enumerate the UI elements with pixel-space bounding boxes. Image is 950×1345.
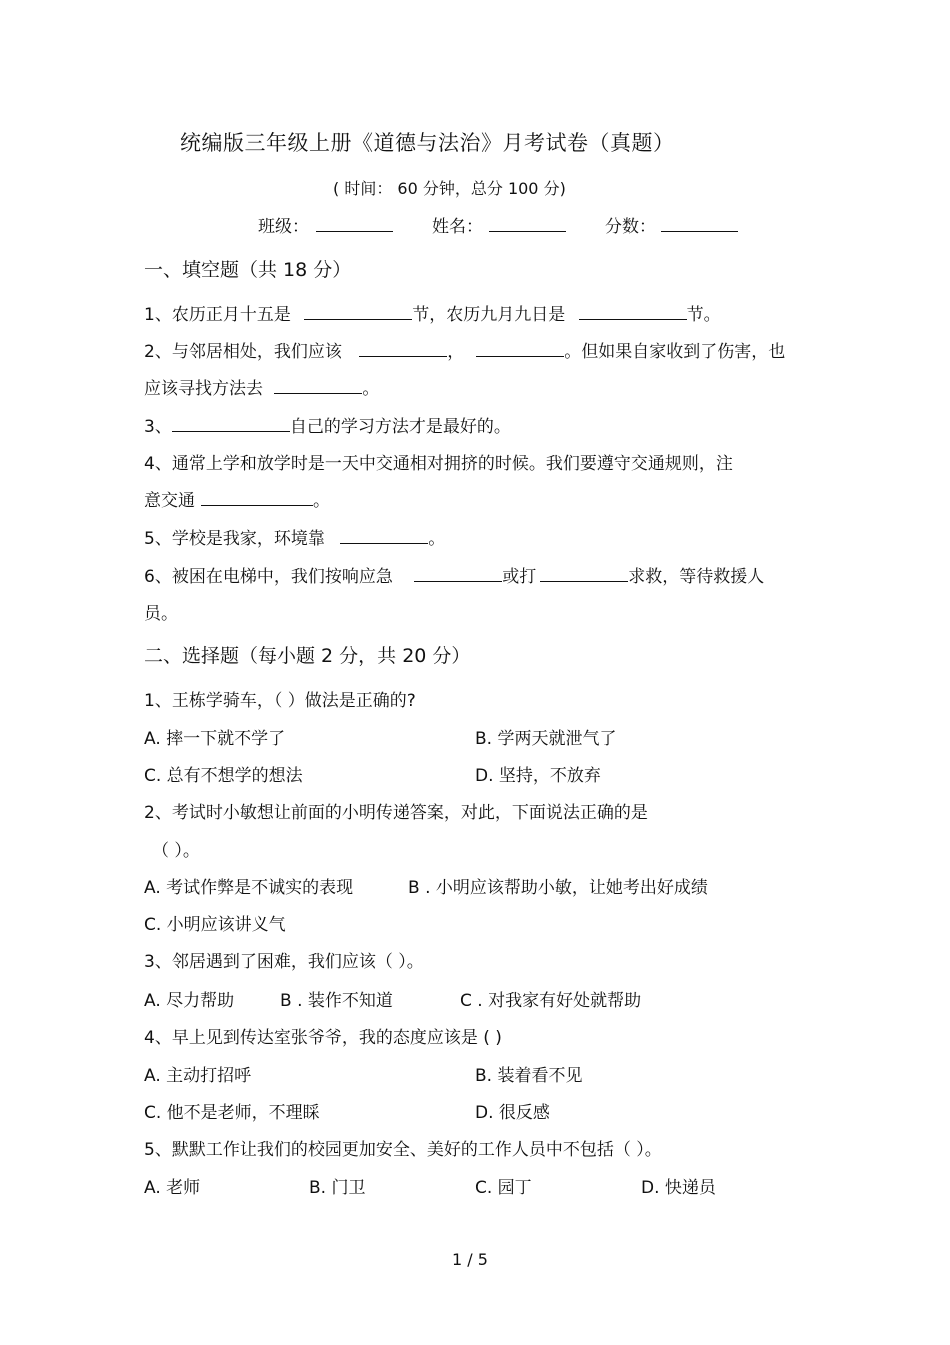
q1-option-c[interactable]: C. 总有不想学的想法	[144, 766, 303, 786]
fill-question-5	[144, 524, 445, 549]
choice-question-5: 5、默默工作让我们的校园更加安全、美好的工作人员中不包括（ ）。	[144, 1140, 662, 1160]
page-number: 1 / 5	[452, 1250, 488, 1269]
class-field[interactable]	[316, 217, 393, 236]
fill-question-4: 4、通常上学和放学时是一天中交通相对拥挤的时候。我们要遵守交通规则，注	[144, 454, 733, 474]
name-label: 姓名：	[432, 217, 483, 237]
score-field[interactable]	[661, 217, 738, 236]
class-label: 班级：	[258, 217, 309, 237]
q5-option-b[interactable]: B. 门卫	[309, 1178, 366, 1198]
q3-option-a[interactable]: A. 尽力帮助	[144, 991, 235, 1011]
q5-option-c[interactable]: C. 园丁	[475, 1178, 532, 1198]
fill-question-2-cont	[144, 374, 379, 399]
choice-question-4: 4、早上见到传达室张爷爷，我的态度应该是 ( )	[144, 1028, 502, 1048]
fill-question-2	[144, 337, 785, 362]
choice-question-3: 3、邻居遇到了困难，我们应该（ ）。	[144, 952, 424, 972]
q2-text-b: ，	[447, 342, 465, 362]
q1-text-a: 1、农历正月十五是	[144, 305, 291, 325]
q1-option-d[interactable]: D. 坚持，不放弃	[475, 766, 601, 786]
q1-blank-1[interactable]	[304, 305, 412, 320]
q1-blank-2[interactable]	[579, 305, 687, 320]
q6-text-c: 求救，等待救援人	[628, 567, 765, 587]
fill-question-4-cont	[144, 486, 330, 511]
q1-option-b[interactable]: B. 学两天就泄气了	[475, 729, 617, 749]
q1-text-b: 节，农历九月九日是	[412, 305, 566, 325]
q2-option-b[interactable]: B . 小明应该帮助小敏，让她考出好成绩	[408, 878, 708, 898]
q2-text-d: 应该寻找方法去	[144, 379, 263, 399]
name-field[interactable]	[489, 217, 566, 236]
q3-blank-1[interactable]	[172, 417, 290, 432]
q1-text-c: 节。	[686, 305, 721, 325]
q6-text-b: 或打	[502, 567, 537, 587]
q2-option-c[interactable]: C. 小明应该讲义气	[144, 915, 286, 935]
q6-text-a: 6、被困在电梯中，我们按响应急	[144, 567, 393, 587]
q6-blank-2[interactable]	[540, 567, 628, 582]
q6-blank-1[interactable]	[414, 567, 502, 582]
q2-blank-1[interactable]	[359, 342, 447, 357]
exam-time-score: ( 时间： 60 分钟，总分 100 分)	[333, 179, 566, 198]
q2-text-e: 。	[362, 379, 380, 399]
q5-blank-1[interactable]	[340, 529, 428, 544]
choice-question-1: 1、王栋学骑车，（ ）做法是正确的?	[144, 691, 416, 711]
section1-heading: 一、填空题（共 18 分）	[144, 259, 352, 281]
q4-option-c[interactable]: C. 他不是老师，不理睬	[144, 1103, 320, 1123]
q3-text-b: 自己的学习方法才是最好的。	[289, 417, 511, 437]
q5-option-a[interactable]: A. 老师	[144, 1178, 201, 1198]
q3-text-a: 3、	[144, 417, 172, 437]
q5-text-b: 。	[428, 529, 446, 549]
q2-text-a: 2、与邻居相处，我们应该	[144, 342, 342, 362]
choice-question-2: 2、考试时小敏想让前面的小明传递答案，对此，下面说法正确的是	[144, 803, 648, 823]
q3-option-b[interactable]: B . 装作不知道	[280, 991, 393, 1011]
q4-text-b: 意交通	[144, 491, 195, 511]
q4-blank-1[interactable]	[201, 491, 313, 506]
score-label: 分数：	[605, 217, 656, 237]
fill-question-6	[144, 562, 764, 587]
q5-text-a: 5、学校是我家，环境靠	[144, 529, 325, 549]
q4-option-d[interactable]: D. 很反感	[475, 1103, 550, 1123]
section2-heading: 二、选择题（每小题 2 分，共 20 分）	[144, 645, 471, 667]
q2-blank-2[interactable]	[476, 342, 564, 357]
q2-text-c: 。但如果自家收到了伤害，也	[564, 342, 786, 362]
q3-option-c[interactable]: C . 对我家有好处就帮助	[460, 991, 642, 1011]
fill-question-3	[144, 412, 511, 437]
q4-option-a[interactable]: A. 主动打招呼	[144, 1066, 252, 1086]
q4-option-b[interactable]: B. 装着看不见	[475, 1066, 583, 1086]
q4-text-c: 。	[313, 491, 330, 511]
fill-question-1	[144, 300, 721, 325]
page-title: 统编版三年级上册《道德与法治》月考试卷（真题）	[180, 131, 675, 155]
q2-option-a[interactable]: A. 考试作弊是不诚实的表现	[144, 878, 354, 898]
q5-option-d[interactable]: D. 快递员	[641, 1178, 716, 1198]
q1-option-a[interactable]: A. 摔一下就不学了	[144, 729, 286, 749]
choice-question-2-cont: （ ）。	[152, 841, 200, 861]
fill-question-6-cont: 员。	[144, 604, 178, 624]
q2-blank-3[interactable]	[274, 379, 362, 394]
